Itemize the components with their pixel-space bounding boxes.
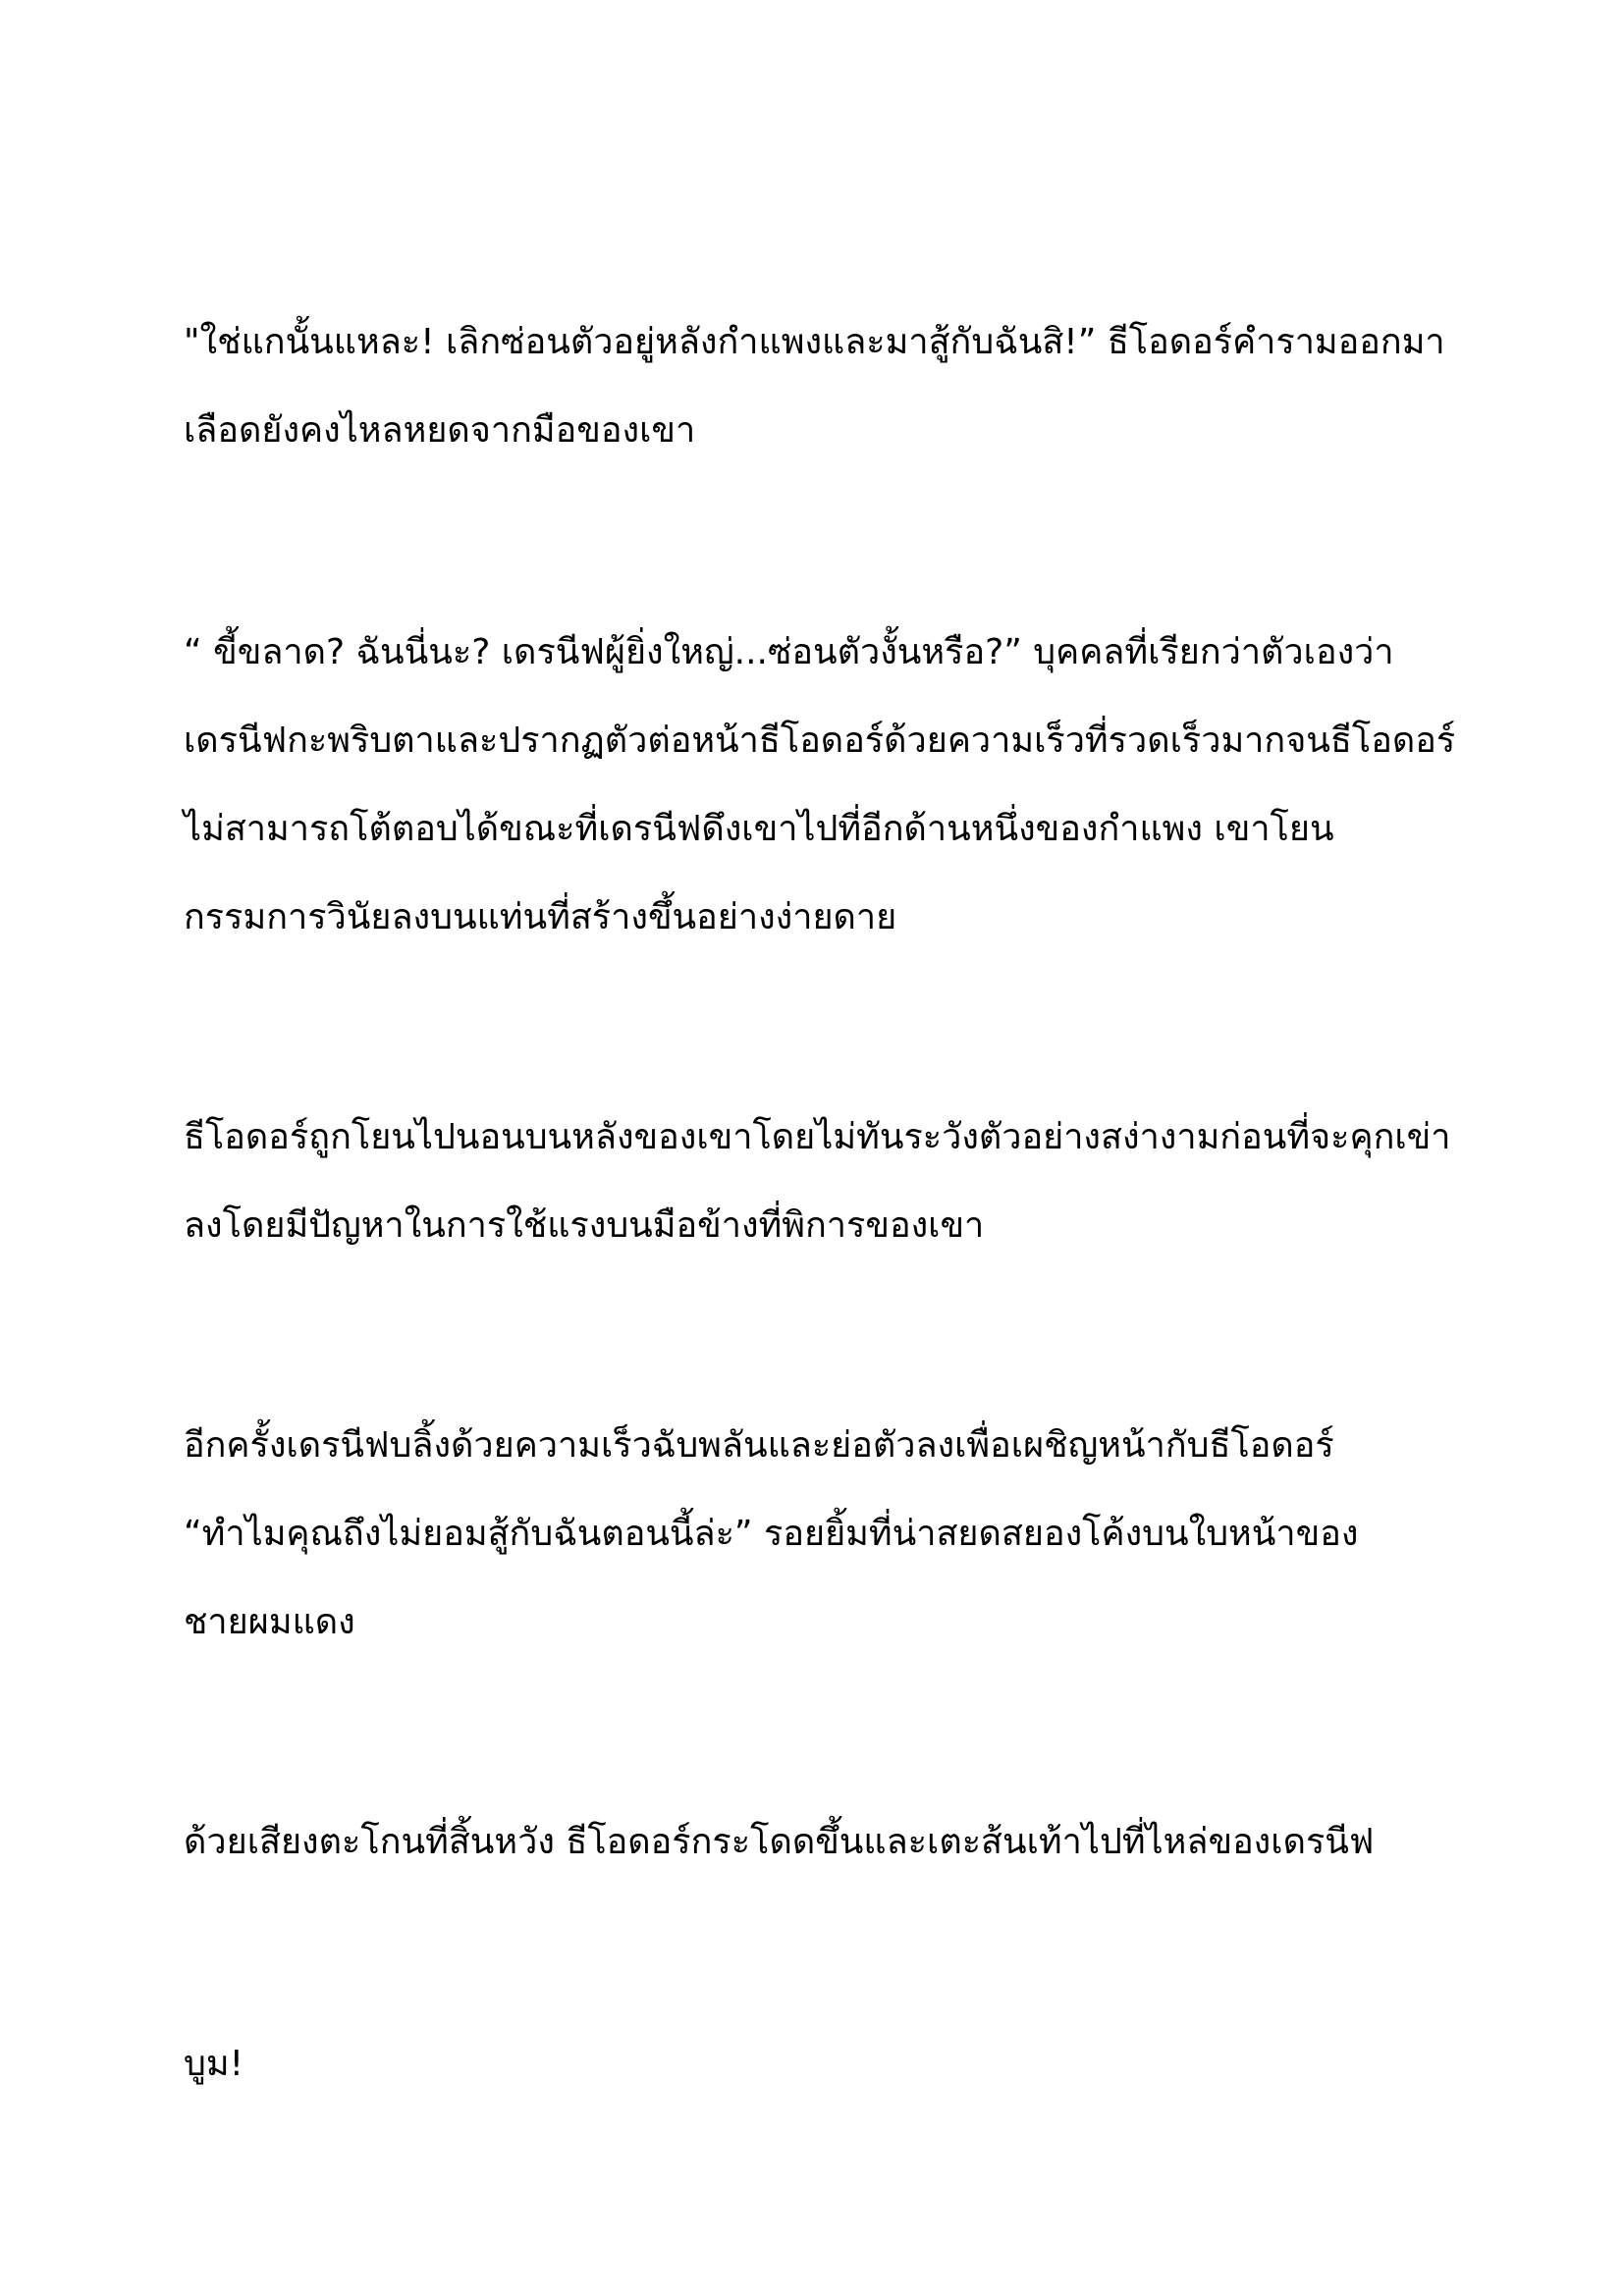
paragraph-line: ธีโอดอร์ถูกโยนไปนอนบนหลังของเขาโดยไม่ทันระวังตัวอย่างสง่างามก่อนที่จะคุกเข่า [184, 1117, 1451, 1157]
paragraph-line: เลือดยังคงไหลหยดจากมือของเขา [184, 410, 696, 451]
paragraph-line: อีกครั้งเดรนีฟบลิ้งด้วยความเร็วฉับพลันและย่อตัวลงเพื่อเผชิญหน้ากับธีโอดอร์ [184, 1425, 1334, 1466]
paragraph-line: “ทำไมคุณถึงไม่ยอมสู้กับฉันตอนนี้ล่ะ” รอยยิ้มที่น่าสยดสยองโค้งบนใบหน้าของ [184, 1514, 1359, 1554]
paragraph-line: ไม่สามารถโต้ตอบได้ขณะที่เดรนีฟดึงเขาไปที่อีกด้านหนึ่งของกำแพง เขาโยน [184, 809, 1334, 849]
paragraph-line: กรรมการวินัยลงบนแท่นที่สร้างขึ้นอย่างง่ายดาย [184, 897, 897, 937]
paragraph-line: ชายผมแดง [184, 1602, 355, 1642]
paragraph-line: ด้วยเสียงตะโกนที่สิ้นหวัง ธีโอดอร์กระโดดขึ้นและเตะส้นเท้าไปที่ไหล่ของเดรนีฟ [184, 1822, 1375, 1862]
paragraph-line: บูม! [184, 2044, 244, 2084]
paragraph-line: ลงโดยมีปัญหาในการใช้แรงบนมือข้างที่พิการของเขา [184, 1205, 985, 1246]
paragraph-line: “ ขี้ขลาด? ฉันนี่นะ? เดรนีฟผู้ยิ่งใหญ่...ซ่อนตัวงั้นหรือ?” บุคคลที่เรียกว่าตัวเองว่า [184, 632, 1394, 672]
paragraph-line: "ใช่แกนั้นแหละ! เลิกซ่อนตัวอยู่หลังกำแพงและมาสู้กับฉันสิ!” ธีโอดอร์คำรามออกมา [184, 322, 1445, 362]
paragraph-line: เดรนีฟกะพริบตาและปรากฏตัวต่อหน้าธีโอดอร์ด้วยความเร็วที่รวดเร็วมากจนธีโอดอร์ [184, 721, 1456, 761]
